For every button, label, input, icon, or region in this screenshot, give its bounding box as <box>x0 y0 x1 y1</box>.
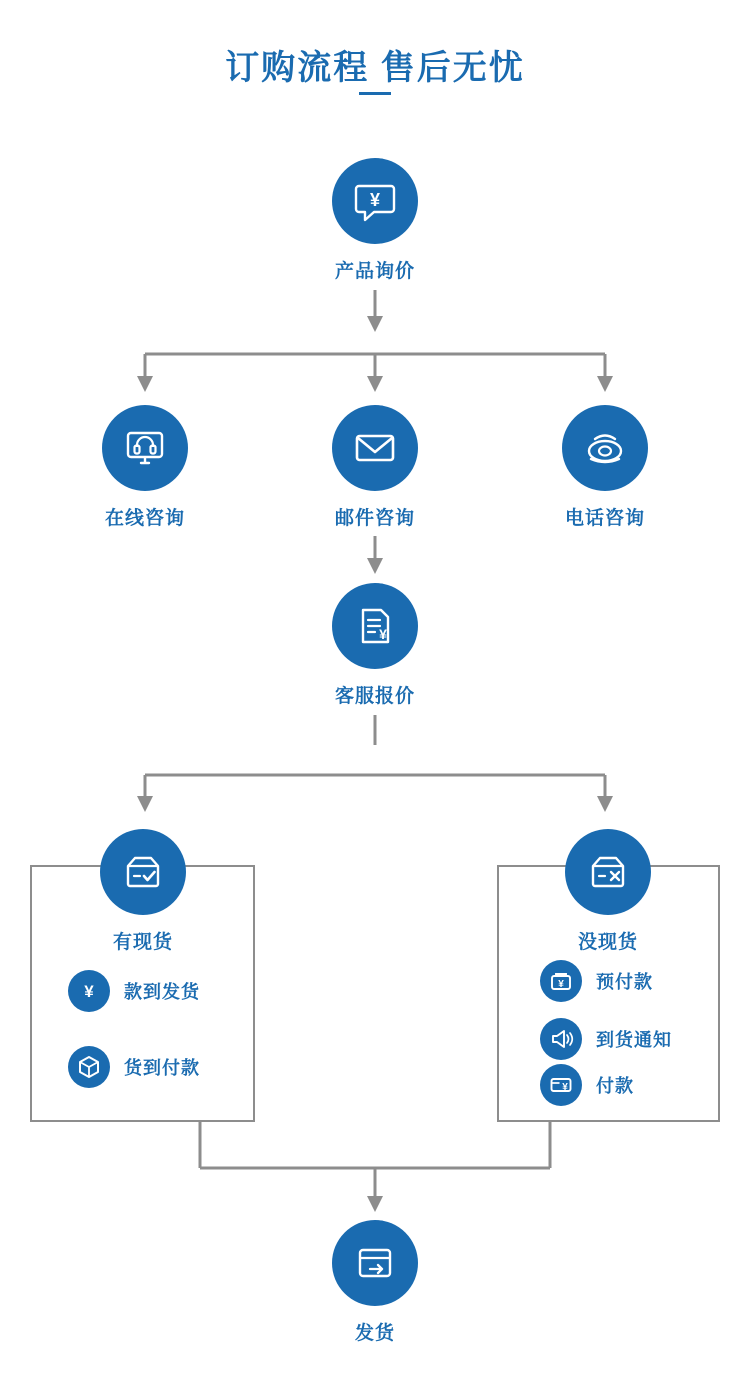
page-title: 订购流程 售后无忧 <box>225 49 525 87</box>
node-online-consult[interactable] <box>75 405 215 530</box>
shipping-box-arrow-icon <box>332 1220 418 1306</box>
option-label: 预付款 <box>596 972 653 992</box>
node-label: 电话咨询 <box>564 508 645 529</box>
parcel-icon <box>68 1046 110 1088</box>
node-label: 客服报价 <box>334 686 415 707</box>
envelope-icon <box>332 405 418 491</box>
svg-text:¥: ¥ <box>562 1082 568 1093</box>
option-arrival-notice[interactable] <box>540 1018 672 1060</box>
node-email-consult[interactable] <box>305 405 445 530</box>
node-label: 没现货 <box>577 932 638 953</box>
node-out-of-stock[interactable] <box>538 829 678 954</box>
svg-text:¥: ¥ <box>369 190 381 210</box>
node-label: 发货 <box>354 1323 395 1344</box>
node-label: 在线咨询 <box>104 508 185 529</box>
option-prepayment[interactable] <box>540 960 653 1002</box>
node-service-quote[interactable] <box>305 583 445 708</box>
telephone-icon <box>562 405 648 491</box>
box-check-icon <box>100 829 186 915</box>
headset-monitor-icon <box>102 405 188 491</box>
svg-text:¥: ¥ <box>84 982 94 1001</box>
option-label: 货到付款 <box>124 1058 200 1078</box>
svg-text:¥: ¥ <box>379 626 387 642</box>
node-in-stock[interactable] <box>73 829 213 954</box>
node-label: 有现货 <box>112 932 173 953</box>
option-label: 付款 <box>596 1076 634 1096</box>
wallet-yen-icon <box>540 960 582 1002</box>
card-yen-icon <box>540 1064 582 1106</box>
node-label: 邮件咨询 <box>334 508 415 529</box>
node-shipping[interactable] <box>305 1220 445 1345</box>
option-label: 到货通知 <box>596 1030 672 1050</box>
option-payment[interactable] <box>540 1064 634 1106</box>
option-cash-on-delivery[interactable] <box>68 1046 200 1088</box>
node-label: 产品询价 <box>334 261 415 282</box>
title-underline <box>359 92 391 95</box>
option-payment-before-shipping[interactable] <box>68 970 200 1012</box>
chat-yen-icon <box>332 158 418 244</box>
svg-text:¥: ¥ <box>558 979 564 990</box>
megaphone-icon <box>540 1018 582 1060</box>
node-product-inquiry[interactable] <box>305 158 445 283</box>
option-label: 款到发货 <box>124 982 200 1002</box>
node-phone-consult[interactable] <box>535 405 675 530</box>
invoice-yen-icon <box>332 583 418 669</box>
yen-icon <box>68 970 110 1012</box>
box-cross-icon <box>565 829 651 915</box>
